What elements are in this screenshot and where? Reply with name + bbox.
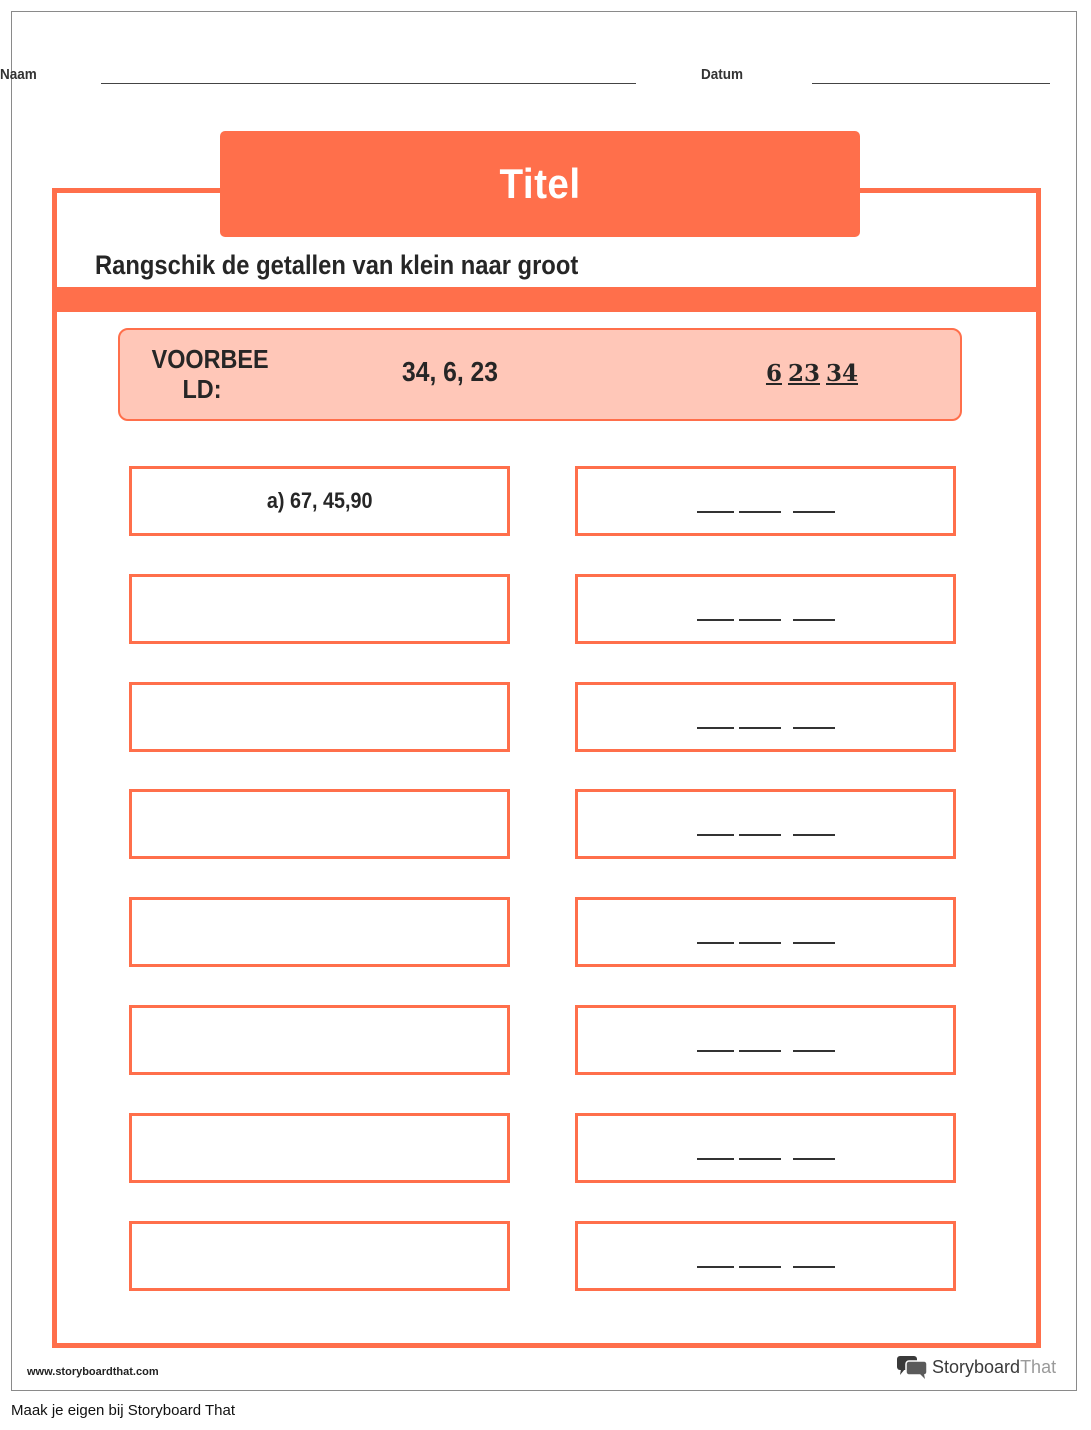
answer-blank-2[interactable] (739, 942, 781, 944)
answer-blank-1[interactable] (697, 619, 734, 621)
answer-blank-3[interactable] (793, 942, 835, 944)
instruction-text: Rangschik de getallen van klein naar groot (95, 250, 579, 280)
answer-blank-1[interactable] (697, 1266, 734, 1268)
answer-box[interactable] (575, 897, 956, 967)
answer-blank-3[interactable] (793, 727, 835, 729)
example-label-line2: LD: (182, 374, 222, 404)
answer-blank-2[interactable] (739, 727, 781, 729)
answer-blank-2[interactable] (739, 511, 781, 513)
question-box (129, 1221, 510, 1291)
answer-box[interactable] (575, 574, 956, 644)
answer-blank-2[interactable] (739, 1266, 781, 1268)
answer-blank-2[interactable] (739, 1050, 781, 1052)
question-box (129, 789, 510, 859)
answer-blank-3[interactable] (793, 619, 835, 621)
answer-blank-1[interactable] (697, 1050, 734, 1052)
answer-blanks (697, 619, 837, 623)
answer-blank-2[interactable] (739, 834, 781, 836)
example-label (151, 344, 269, 404)
footer-url: www.storyboardthat.com (27, 1366, 159, 1378)
name-label: Naam (0, 66, 37, 83)
answer-blank-1[interactable] (697, 1158, 734, 1160)
answer-blanks (697, 511, 837, 515)
answer-blanks (697, 727, 837, 731)
question-box (129, 574, 510, 644)
answer-blank-3[interactable] (793, 1158, 835, 1160)
answer-blank-3[interactable] (793, 834, 835, 836)
answer-blank-1[interactable] (697, 727, 734, 729)
answer-blank-2[interactable] (739, 1158, 781, 1160)
logo-text (932, 1357, 1056, 1378)
question-box (129, 466, 510, 536)
answer-box[interactable] (575, 1221, 956, 1291)
storyboardthat-logo (896, 1355, 1056, 1379)
question-box (129, 897, 510, 967)
date-label: Datum (701, 66, 744, 83)
answer-box[interactable] (575, 466, 956, 536)
divider-band (52, 287, 1041, 312)
caption: Maak je eigen bij Storyboard That (11, 1402, 236, 1419)
logo-text-that: That (1020, 1356, 1057, 1377)
answer-blank-1[interactable] (697, 511, 734, 513)
answer-box[interactable] (575, 1113, 956, 1183)
answer-box[interactable] (575, 1005, 956, 1075)
answer-box[interactable] (575, 682, 956, 752)
question-box (129, 1005, 510, 1075)
example-numbers: 34, 6, 23 (402, 356, 498, 387)
answer-blanks (697, 1050, 837, 1054)
question-text: a) 67, 45,90 (266, 488, 373, 513)
example-answer-3: 34 (826, 360, 859, 387)
date-field[interactable] (812, 83, 1050, 84)
speech-bubbles-icon (896, 1355, 928, 1379)
answer-blanks (697, 1158, 837, 1162)
answer-blank-2[interactable] (739, 619, 781, 621)
answer-blank-3[interactable] (793, 511, 835, 513)
answer-blanks (697, 942, 837, 946)
page-title: Titel (499, 160, 581, 207)
question-box (129, 1113, 510, 1183)
example-answer-2: 23 (787, 360, 820, 387)
answer-blank-1[interactable] (697, 834, 734, 836)
name-field[interactable] (101, 83, 636, 84)
example-box (118, 328, 962, 421)
answer-blanks (697, 1266, 837, 1270)
example-answer-1: 6 (765, 360, 782, 387)
question-box (129, 682, 510, 752)
answer-blank-3[interactable] (793, 1266, 835, 1268)
title-banner (220, 131, 860, 237)
example-label-line1: VOORBEE (151, 344, 269, 374)
answer-blank-3[interactable] (793, 1050, 835, 1052)
example-answer (750, 360, 874, 387)
answer-blanks (697, 834, 837, 838)
answer-blank-1[interactable] (697, 942, 734, 944)
answer-box[interactable] (575, 789, 956, 859)
logo-text-storyboard: Storyboard (932, 1356, 1021, 1377)
